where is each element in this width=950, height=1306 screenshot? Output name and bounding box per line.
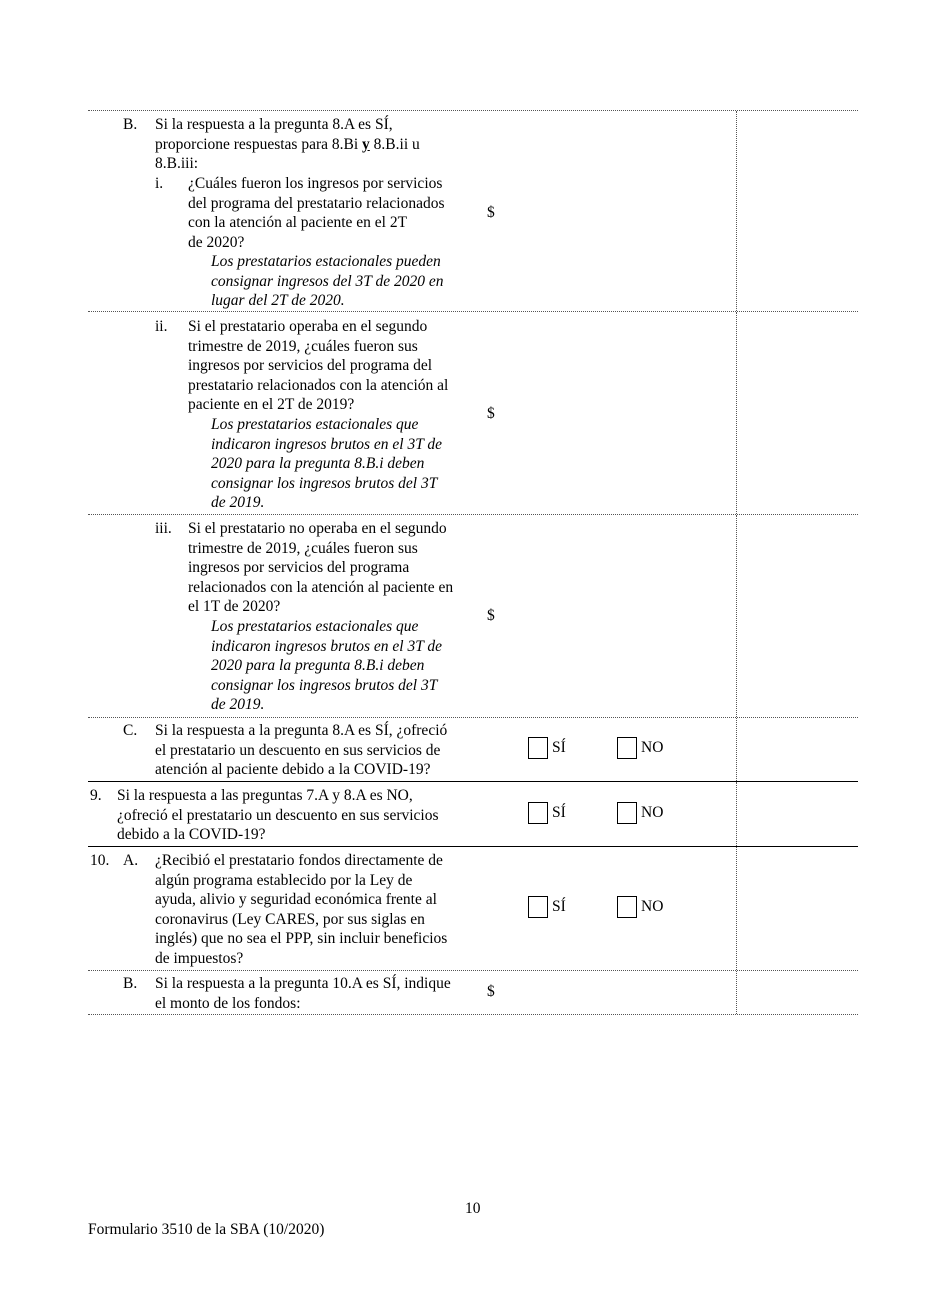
question-text: Si la respuesta a la pregunta 10.A es SÍ, indique el monto de los fondos: <box>155 975 451 1012</box>
yes-checkbox[interactable]: SÍ <box>528 896 566 918</box>
checkbox-icon[interactable] <box>617 737 637 759</box>
yes-checkbox[interactable]: SÍ <box>528 737 566 759</box>
row-8c <box>88 717 858 781</box>
column-divider <box>736 312 737 514</box>
row-10a <box>88 846 858 970</box>
row-8b-i <box>88 110 858 311</box>
row-8b-ii <box>88 311 858 514</box>
row-8b-iii <box>88 514 858 717</box>
row-label: C. <box>123 722 138 739</box>
question-number: 9. <box>90 787 102 804</box>
instruction-note: Los prestatarios estacionales que indicaron ingresos brutos en el 3T de 2020 para la pregunta 8.B.i deben consignar los ingresos brutos del 3T de 2019. <box>211 416 443 512</box>
instruction-note: Los prestatarios estacionales pueden consignar ingresos del 3T de 2020 en lugar del 2T de 2020. <box>211 253 444 310</box>
instruction-note: Los prestatarios estacionales que indicaron ingresos brutos en el 3T de 2020 para la pregunta 8.B.i deben consignar los ingresos brutos del 3T de 2019. <box>211 618 443 714</box>
yes-checkbox[interactable]: SÍ <box>528 802 566 824</box>
question-text: Si la respuesta a la pregunta 8.A es SÍ, proporcione respuestas para 8.Bi y 8.B.ii u 8.B.iii: <box>155 116 420 173</box>
column-divider <box>736 515 737 717</box>
amount-field[interactable]: $ <box>487 405 495 422</box>
page-number: 10 <box>465 1200 481 1217</box>
row-label: A. <box>123 852 139 869</box>
question-text: Si el prestatario no operaba en el segundo trimestre de 2019, ¿cuáles fueron sus ingresos por servicios del programa relacionados con la atención al paciente en el 1T de 2020? <box>188 520 454 616</box>
column-divider <box>736 111 737 311</box>
column-divider <box>736 971 737 1014</box>
sub-label: iii. <box>155 520 172 537</box>
question-text: ¿Cuáles fueron los ingresos por servicios del programa del prestatario relacionados con la atención al paciente en el 2T de 2020? <box>188 175 445 251</box>
no-checkbox[interactable]: NO <box>617 896 663 918</box>
sub-label: i. <box>155 175 164 192</box>
no-checkbox[interactable]: NO <box>617 737 663 759</box>
column-divider <box>736 718 737 781</box>
question-text: Si el prestatario operaba en el segundo trimestre de 2019, ¿cuáles fueron sus ingresos por servicios del programa del prestatario relacionados con la atención al paciente en el 2T de 2019? <box>188 318 449 414</box>
column-divider <box>736 782 737 846</box>
sub-label: ii. <box>155 318 168 335</box>
row-label: B. <box>123 116 138 133</box>
checkbox-icon[interactable] <box>528 896 548 918</box>
no-checkbox[interactable]: NO <box>617 802 663 824</box>
question-number: 10. <box>90 852 110 869</box>
form-table <box>88 110 858 1015</box>
row-10b <box>88 970 858 1015</box>
question-text: Si la respuesta a las preguntas 7.A y 8.A es NO, ¿ofreció el prestatario un descuento en sus servicios debido a la COVID-19? <box>117 787 439 844</box>
row-label: B. <box>123 975 138 992</box>
row-9 <box>88 781 858 846</box>
form-footer: Formulario 3510 de la SBA (10/2020) <box>88 1221 325 1238</box>
checkbox-icon[interactable] <box>528 802 548 824</box>
checkbox-icon[interactable] <box>617 802 637 824</box>
column-divider <box>736 847 737 970</box>
amount-field[interactable]: $ <box>487 204 495 221</box>
amount-field[interactable]: $ <box>487 983 495 1000</box>
question-text: ¿Recibió el prestatario fondos directamente de algún programa establecido por la Ley de ayuda, alivio y seguridad económica frente al coronavirus (Ley CARES, por sus siglas en inglés) que no sea el PPP, sin incluir beneficios de impuestos? <box>155 852 448 967</box>
amount-field[interactable]: $ <box>487 607 495 624</box>
checkbox-icon[interactable] <box>617 896 637 918</box>
question-text: Si la respuesta a la pregunta 8.A es SÍ, ¿ofreció el prestatario un descuento en sus servicios de atención al paciente debido a la COVID-19? <box>155 722 448 779</box>
checkbox-icon[interactable] <box>528 737 548 759</box>
